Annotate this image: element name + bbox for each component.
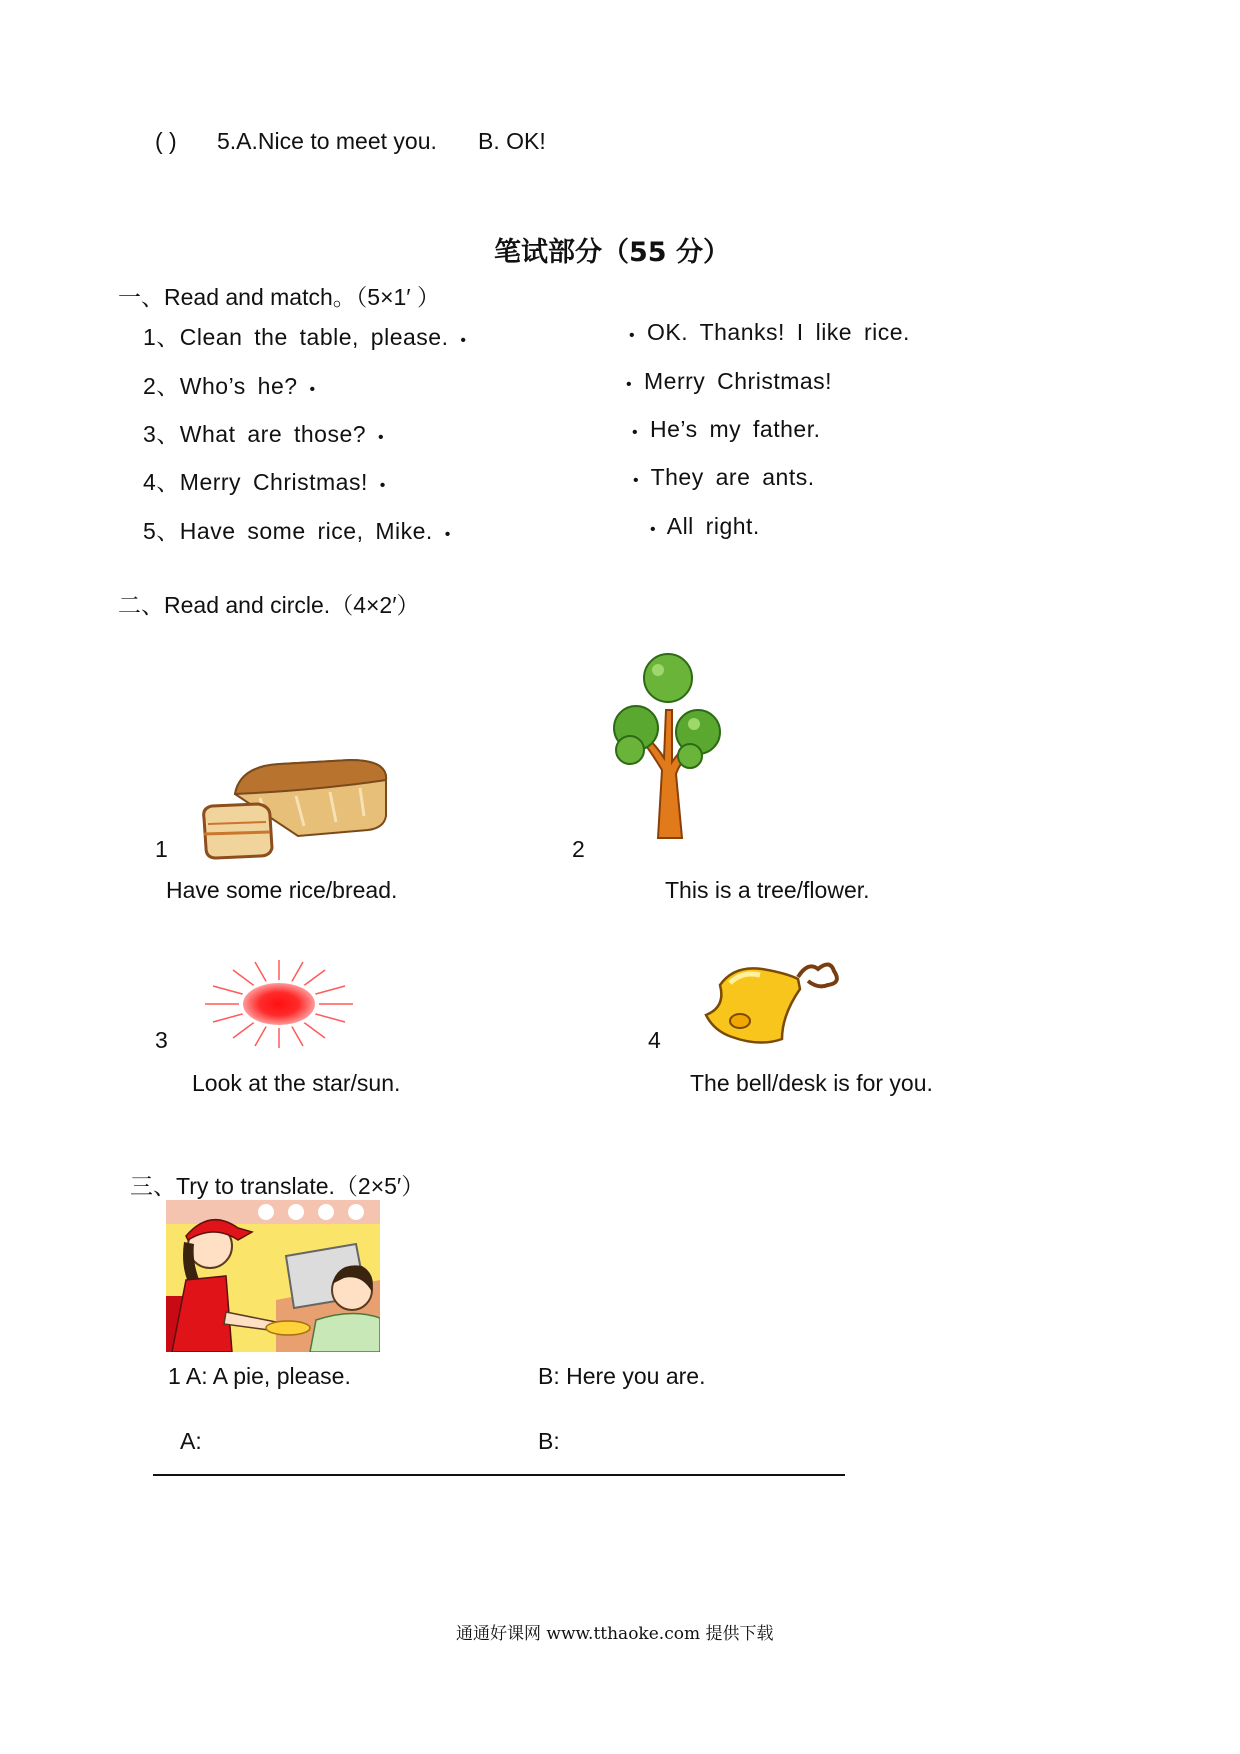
bread-icon <box>200 752 390 860</box>
match-dot-left-4[interactable]: • <box>379 477 386 494</box>
circle-item-number-2: 2 <box>572 836 585 862</box>
tree-icon <box>610 650 725 840</box>
listening-q5-text: 5.A.Nice to meet you. <box>217 128 437 154</box>
match-right-1: • OK. Thanks! I like rice. <box>629 319 910 345</box>
dialogue-line-a: 1 A: A pie, please. <box>168 1363 351 1389</box>
section1-heading: 一、Read and match。（5×1′ ） <box>118 284 440 310</box>
match-dot-right-1[interactable]: • <box>629 327 636 344</box>
answer-line[interactable] <box>153 1474 845 1476</box>
match-right-4: • They are ants. <box>633 464 815 490</box>
match-left-3: 3、What are those? • <box>143 421 385 447</box>
match-dot-left-1[interactable]: • <box>460 332 467 349</box>
match-dot-left-2[interactable]: • <box>309 381 316 398</box>
circle-item-text-3: Look at the star/sun. <box>192 1070 401 1096</box>
circle-item-number-4: 4 <box>648 1027 661 1053</box>
circle-item-number-1: 1 <box>155 836 168 862</box>
match-right-3: • He’s my father. <box>632 416 821 442</box>
match-dot-left-3[interactable]: • <box>377 429 385 446</box>
match-left-2: 2、Who’s he? • <box>143 373 316 399</box>
circle-item-number-3: 3 <box>155 1027 168 1053</box>
match-right-5: • All right. <box>650 513 760 539</box>
bell-icon <box>700 955 845 1047</box>
match-dot-left-5[interactable]: • <box>444 526 451 543</box>
listening-q5-paren: ( ) <box>155 128 177 154</box>
dialogue-line-b: B: Here you are. <box>538 1363 706 1389</box>
sun-icon <box>203 958 355 1050</box>
match-dot-right-3[interactable]: • <box>632 424 639 441</box>
answer-label-b: B: <box>538 1428 560 1454</box>
circle-item-text-2: This is a tree/flower. <box>665 877 870 903</box>
shop-scene-image <box>166 1200 380 1352</box>
match-dot-right-4[interactable]: • <box>633 472 640 489</box>
match-left-1: 1、Clean the table, please. • <box>143 324 467 350</box>
match-dot-right-2[interactable]: • <box>626 376 633 393</box>
circle-item-text-4: The bell/desk is for you. <box>690 1070 933 1096</box>
page-footer: 通通好课网 www.tthaoke.com 提供下载 <box>456 1624 774 1644</box>
match-right-2: • Merry Christmas! <box>626 368 833 394</box>
answer-label-a: A: <box>180 1428 202 1454</box>
section3-heading: 三、Try to translate.（2×5′） <box>130 1173 425 1199</box>
written-part-title: 笔试部分（55 分） <box>494 237 730 268</box>
section2-heading: 二、Read and circle.（4×2′） <box>118 592 420 618</box>
match-left-5: 5、Have some rice, Mike. • <box>143 518 451 544</box>
match-dot-right-5[interactable]: • <box>650 521 657 538</box>
match-left-4: 4、Merry Christmas! • <box>143 469 386 495</box>
circle-item-text-1: Have some rice/bread. <box>166 877 398 903</box>
listening-q5-option-b: B. OK! <box>478 128 546 154</box>
